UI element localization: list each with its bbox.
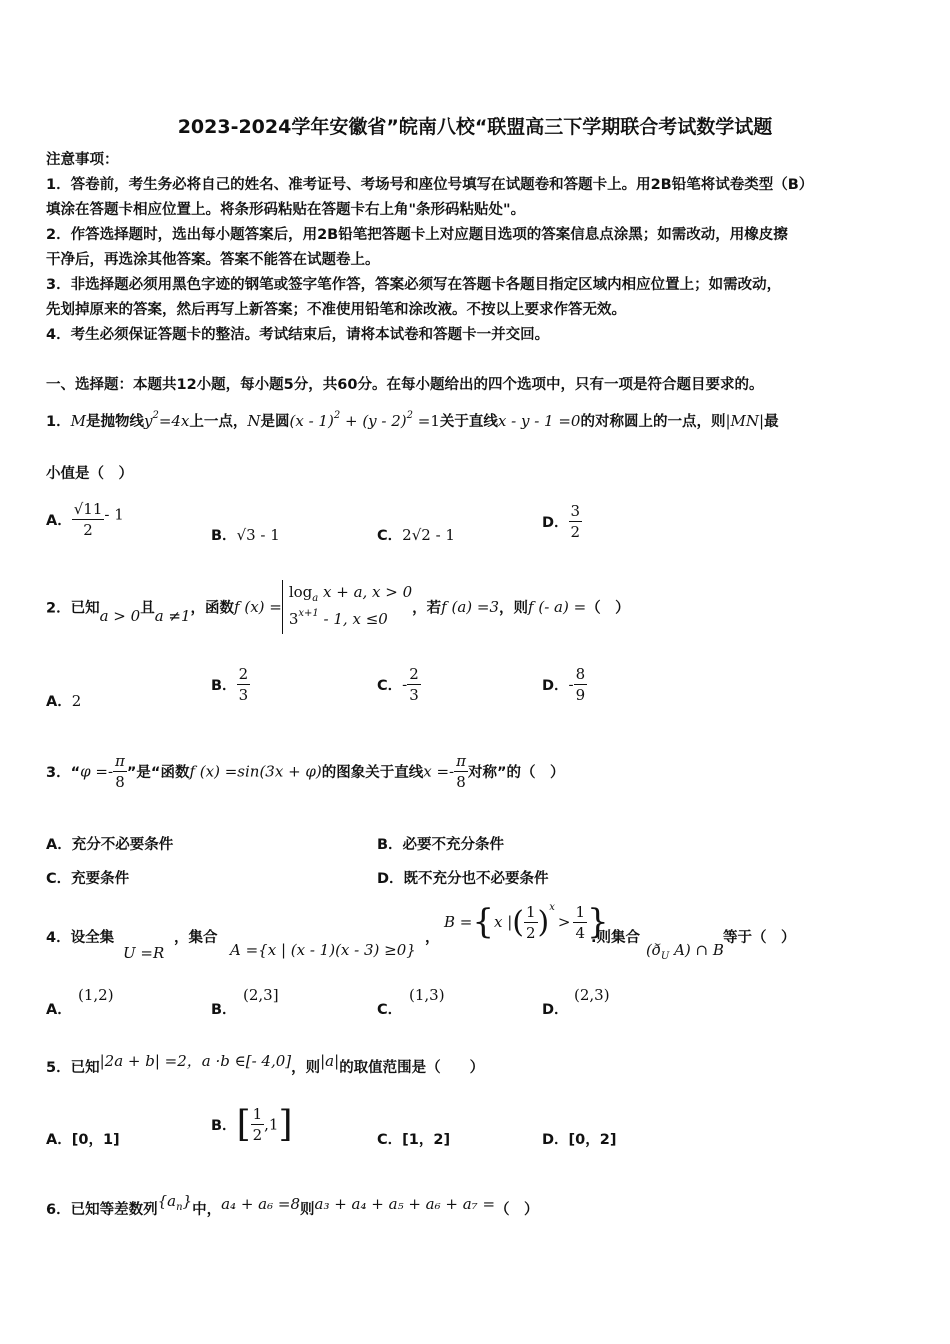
q4-option-c-label: C． — [377, 1002, 403, 1018]
q3-option-b: B．必要不充分条件 — [377, 837, 505, 853]
q3-option-a: A．充分不必要条件 — [46, 837, 174, 853]
note-3a: 3．非选择题必须用黑色字迹的钢笔或签字笔作答，答案必须写在答题卡各题目指定区域内相应位置上；如需改动， — [46, 277, 782, 293]
note-4: 4．考生必须保证答题卡的整洁。考试结束后，请将本试卷和答题卡一并交回。 — [46, 327, 550, 343]
question-5: 5．已知|2a + b| =2，a ·b ∈[- 4,0]，则|a|的取值范围是（ ） — [46, 1052, 485, 1076]
q4-option-d-label: D． — [542, 1002, 569, 1018]
page-title: 2023-2024学年安徽省”皖南八校“联盟高三下学期联合考试数学试题 — [177, 116, 773, 138]
q5-option-d: D．[0，2] — [542, 1132, 617, 1148]
note-1b: 填涂在答题卡相应位置上。将条形码粘贴在答题卡右上角"条形码粘贴处"。 — [46, 202, 526, 218]
question-1: 1．M是抛物线$y^2=4x$上一点，N是圆(x - 1)$^2$ + (y - 2)$^2$ =1关于直线x - y - 1 =0的对称圆上的一点，则|MN|最 — [46, 410, 779, 430]
q1-option-d: D． $\frac{3}{2}$ — [542, 502, 581, 541]
q1-option-c: C．2√2 - 1 — [377, 526, 455, 544]
q2-option-c: C．- $\frac{2}{3}$ — [377, 665, 419, 704]
q4-text-then: .则集合 — [591, 930, 641, 946]
question-6: 6．已知等差数列$\{a^n\}$中，a₄ + a₆ =8则a₃ + a₄ + a₅ + a₆ + a₇ =（ ） — [46, 1192, 539, 1218]
note-2b: 干净后，再选涂其他答案。答案不能答在试题卷上。 — [46, 252, 380, 268]
q4-text-equals: 等于（ ） — [723, 930, 796, 946]
q4-option-a-label: A． — [46, 1002, 72, 1018]
question-4-lead: 4．设全集 — [46, 930, 115, 946]
q3-option-c: C．充要条件 — [46, 871, 130, 887]
q4-option-b: (2,3] — [243, 986, 279, 1004]
q2-option-b: B． $\frac{2}{3}$ — [211, 665, 249, 704]
notes-heading: 注意事项： — [46, 152, 119, 168]
q4-option-a: (1,2) — [78, 986, 114, 1004]
question-3: 3．“φ =- $\frac{\pi}{8}$ ”是“函数f (x) =sin(3x + φ)的图象关于直线x =- $\frac{\pi}{8}$ 对称”的（ ） — [46, 752, 565, 791]
q4-option-d: (2,3) — [574, 986, 610, 1004]
note-1a: 1．答卷前，考生务必将自己的姓名、准考证号、考场号和座位号填写在试题卷和答题卡上。用2B铅笔将试卷类型（B） — [46, 177, 814, 193]
question-2: 2．已知a > 0且a ≠1，函数f (x) = $\log_a x + a$, x > 0 $3^{x+1} - 1$, x ≤0 ，若f (a) =3，则f (- a) =（ ） — [46, 580, 630, 634]
q5-option-b: B．[ $\frac{1}{2}$ ,1] — [211, 1104, 293, 1145]
q2-option-d: D．- $\frac{8}{9}$ — [542, 665, 586, 704]
q4-universal-set: U =R — [123, 944, 165, 962]
section-heading: 一、选择题：本题共12小题，每小题5分，共60分。在每小题给出的四个选项中，只有一项是符合题目要求的。 — [46, 377, 764, 393]
q4-option-b-label: B． — [211, 1002, 237, 1018]
q1-option-a: A． $\frac{√11}{2}$ - 1 — [46, 500, 124, 539]
q4-comma: ， — [425, 930, 440, 946]
q4-set-b: B ={x |( $\frac{1}{2}$ )$^x$> $\frac{1}{4}$ } — [444, 902, 609, 942]
q1-option-b: B．√3 - 1 — [211, 526, 280, 544]
q4-option-c: (1,3) — [409, 986, 445, 1004]
q3-option-d: D．既不充分也不必要条件 — [377, 871, 549, 887]
q4-set-a: A ={x | (x - 1)(x - 3) ≥0} — [230, 941, 416, 959]
q4-complement: ($ð_U$ A) ∩ B — [646, 941, 724, 962]
q2-option-a: A．2 — [46, 692, 82, 710]
q4-text-collection: ，集合 — [174, 930, 218, 946]
note-3b: 先划掉原来的答案，然后再写上新答案；不准使用铅笔和涂改液。不按以上要求作答无效。 — [46, 302, 626, 318]
q5-option-a: A．[0，1] — [46, 1132, 120, 1148]
question-1-cont: 小值是（ ） — [46, 466, 133, 482]
note-2a: 2．作答选择题时，选出每小题答案后，用2B铅笔把答题卡上对应题目选项的答案信息点涂黑；如需改动，用橡皮擦 — [46, 227, 788, 243]
q5-option-c: C．[1，2] — [377, 1132, 451, 1148]
